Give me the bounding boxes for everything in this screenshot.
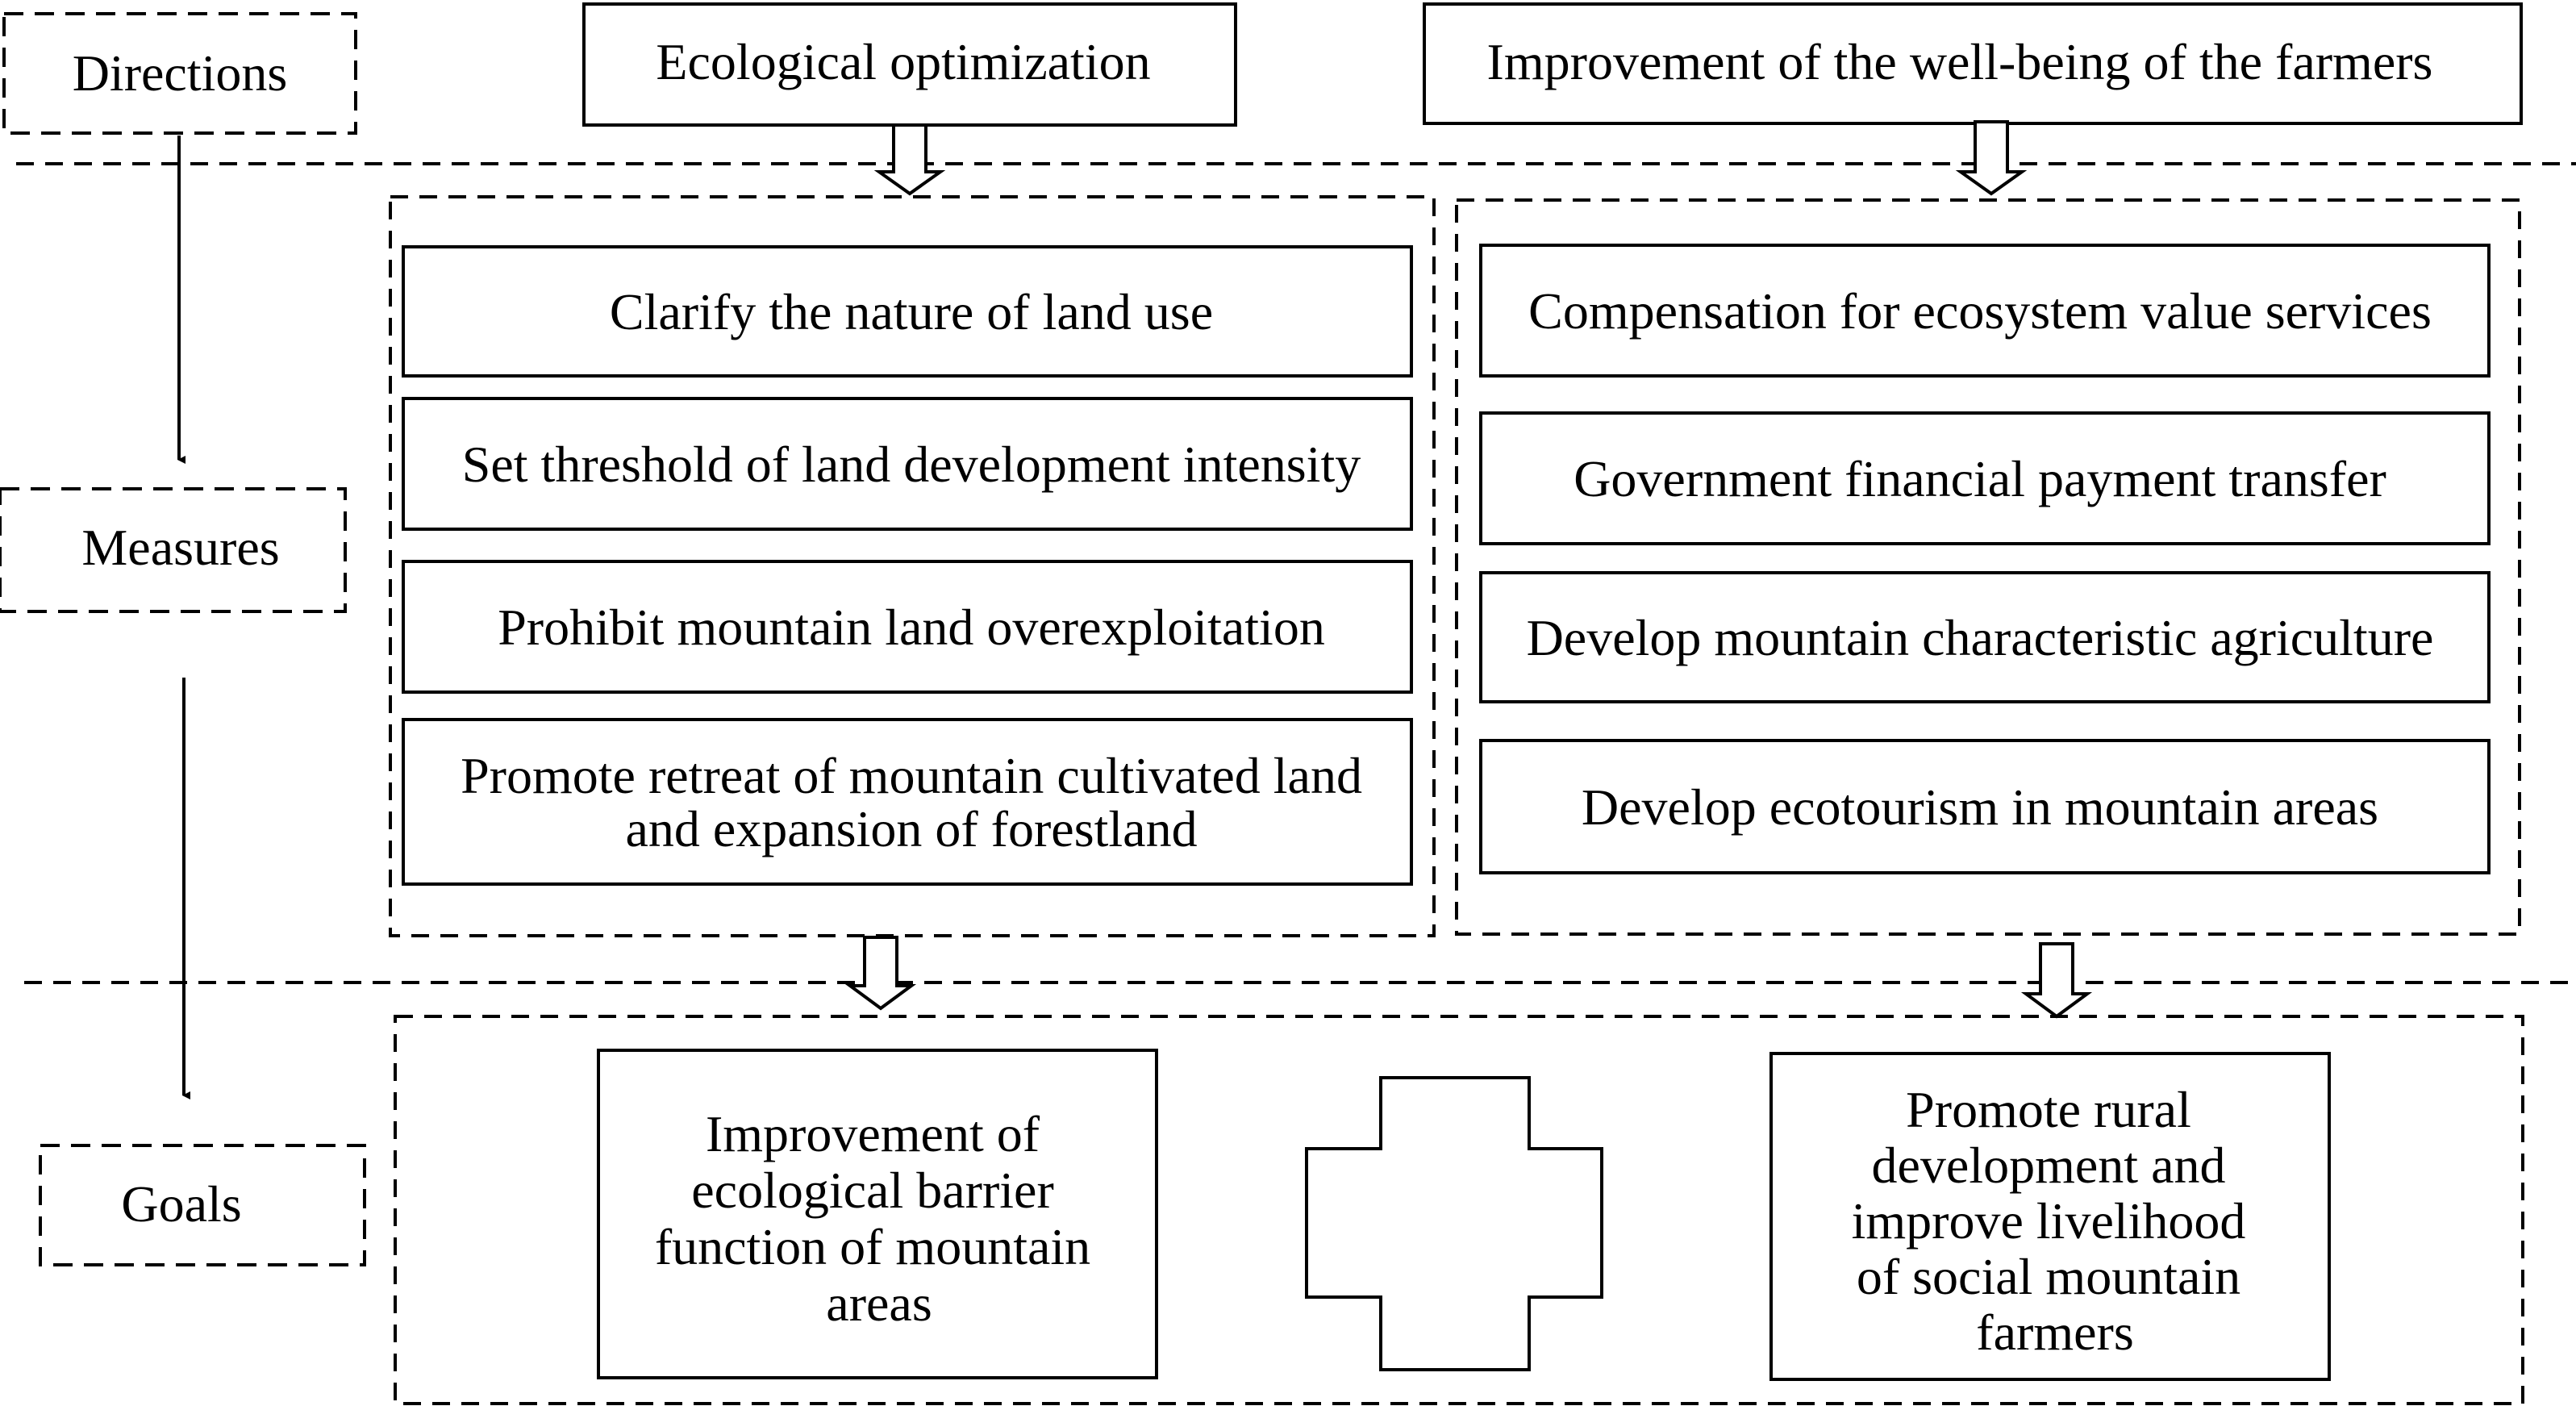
stage-label-goals <box>40 1145 365 1265</box>
stage-label-goals-text: Goals <box>121 1175 242 1233</box>
measure-box-ecological-2 <box>403 398 1411 529</box>
measure-text-ecological-3: Prohibit mountain land overexploitation <box>498 599 1325 656</box>
stage-label-measures <box>0 489 345 611</box>
measures-list-ecological <box>403 247 1411 884</box>
stage-label-directions <box>4 14 356 133</box>
goal-ecological-text: Improvement of ecological barrier function of mountain areas <box>654 1105 1091 1332</box>
goal-box-rural <box>1771 1053 2329 1379</box>
stage-label-directions-text: Directions <box>72 44 288 102</box>
measure-box-ecological-1 <box>403 247 1411 376</box>
hollow-arrow-wellbeing-to-goal <box>2026 944 2087 1016</box>
direction-box-wellbeing <box>1424 4 2521 123</box>
direction-box-ecological <box>584 4 1236 125</box>
hollow-arrow-ecological-down <box>879 125 940 194</box>
measure-text-wellbeing-2: Government financial payment transfer <box>1574 450 2386 507</box>
measure-text-ecological-1: Clarify the nature of land use <box>609 283 1214 340</box>
measure-box-wellbeing-3 <box>1481 573 2489 702</box>
measure-text-wellbeing-4: Develop ecotourism in mountain areas <box>1581 778 2379 836</box>
hollow-arrow-ecological-to-goal <box>850 937 911 1008</box>
measure-text-ecological-4: Promote retreat of mountain cultivated land and expansion of forestland <box>461 747 1362 857</box>
hollow-arrow-wellbeing-down <box>1961 122 2022 194</box>
measure-box-ecological-3 <box>403 561 1411 692</box>
measure-text-wellbeing-3: Develop mountain characteristic agriculture <box>1526 609 2434 666</box>
direction-wellbeing-text: Improvement of the well-being of the farmers <box>1486 33 2433 90</box>
measure-text-ecological-2: Set threshold of land development intensity <box>461 436 1361 493</box>
goal-rural-text: Promote rural development and improve livelihood of social mountain farmers <box>1851 1081 2246 1361</box>
measure-box-wellbeing-1 <box>1481 245 2489 376</box>
measures-list-wellbeing <box>1481 245 2489 873</box>
goal-box-ecological <box>598 1050 1157 1378</box>
measure-box-ecological-4 <box>403 720 1411 884</box>
stage-label-measures-text: Measures <box>81 519 280 576</box>
measure-box-wellbeing-2 <box>1481 413 2489 544</box>
measure-box-wellbeing-4 <box>1481 741 2489 873</box>
direction-ecological-text: Ecological optimization <box>656 33 1151 90</box>
measure-text-wellbeing-1: Compensation for ecosystem value services <box>1528 282 2432 340</box>
plus-symbol <box>1307 1078 1602 1370</box>
